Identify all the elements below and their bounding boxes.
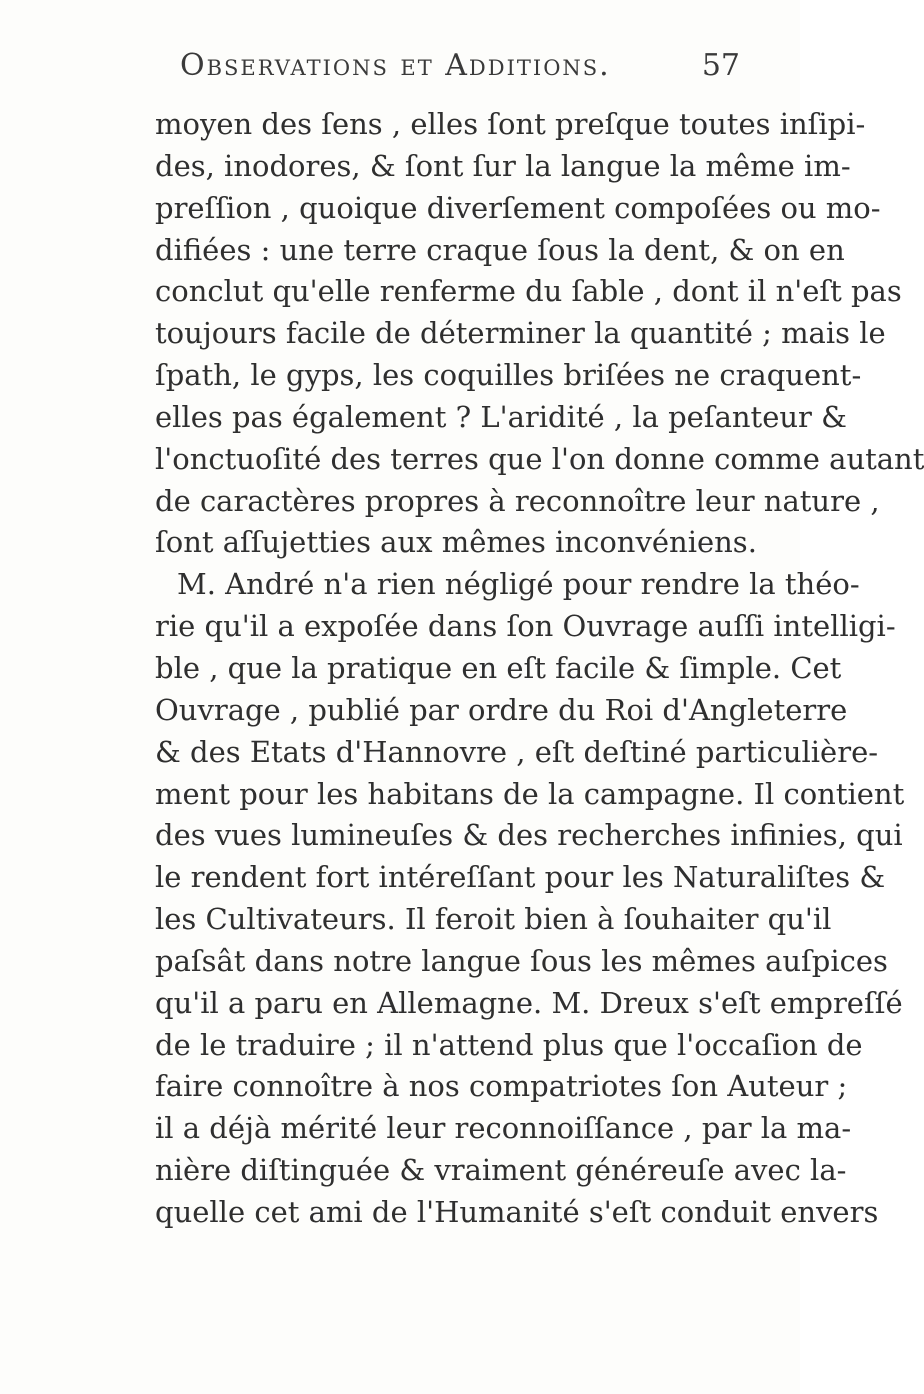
text-line: conclut qu'elle renferme du ſable , dont il n'eſt pas (155, 274, 902, 309)
running-title: Observations et Additions. (180, 48, 611, 83)
text-line: les Cultivateurs. Il feroit bien à ſouhaiter qu'il (155, 902, 832, 937)
text-line: des, inodores, & ſont ſur la langue la même im- (155, 148, 851, 183)
text-line: nière diſtinguée & vraiment généreuſe avec la- (155, 1153, 847, 1188)
text-line: faire connoître à nos compatriotes ſon Auteur ; (155, 1069, 848, 1104)
page-number: 57 (701, 48, 740, 83)
text-line: & des Etats d'Hannovre , eſt deſtiné particulière- (155, 734, 879, 769)
text-line: de caractères propres à reconnoître leur nature , (155, 483, 880, 518)
text-line: il a déjà mérité leur reconnoiſſance , par la ma- (155, 1111, 852, 1146)
text-line: ment pour les habitans de la campagne. Il contient (155, 776, 905, 811)
text-line: rie qu'il a expoſée dans ſon Ouvrage auſſi intelligi- (155, 609, 896, 644)
text-line: ble , que la pratique en eſt facile & ſimple. Cet (155, 650, 842, 685)
text-line: qu'il a paru en Allemagne. M. Dreux s'eſt empreſſé (155, 985, 903, 1020)
text-line: elles pas également ? L'aridité , la peſanteur & (155, 399, 847, 434)
paragraph-end-line: ſont aſſujetties aux mêmes inconvéniens. (155, 525, 757, 560)
text-line: paſsât dans notre langue ſous les mêmes auſpices (155, 943, 888, 978)
text-line: ſpath, le gyps, les coquilles briſées ne craquent- (155, 358, 862, 393)
text-line: l'onctuoſité des terres que l'on donne comme autant (155, 441, 924, 476)
paragraph-start-line: M. André n'a rien négligé pour rendre la théo- (177, 567, 860, 602)
text-line: preſſion , quoique diverſement compoſées ou mo- (155, 190, 881, 225)
text-line: des vues lumineuſes & des recherches infinies, qui (155, 818, 903, 853)
text-line: le rendent fort intéreſſant pour les Naturaliſtes & (155, 860, 886, 895)
text-line: de le traduire ; il n'attend plus que l'occaſion de (155, 1027, 863, 1062)
text-line: quelle cet ami de l'Humanité s'eſt conduit envers (155, 1194, 879, 1229)
text-line: Ouvrage , publié par ordre du Roi d'Angleterre (155, 692, 848, 727)
text-line: moyen des ſens , elles ſont preſque toutes inſipi- (155, 107, 866, 141)
running-header (180, 48, 740, 98)
body-text (155, 104, 924, 1234)
text-line: difiées : une terre craque ſous la dent, & on en (155, 232, 845, 267)
text-line: toujours facile de déterminer la quantité ; mais le (155, 316, 886, 351)
